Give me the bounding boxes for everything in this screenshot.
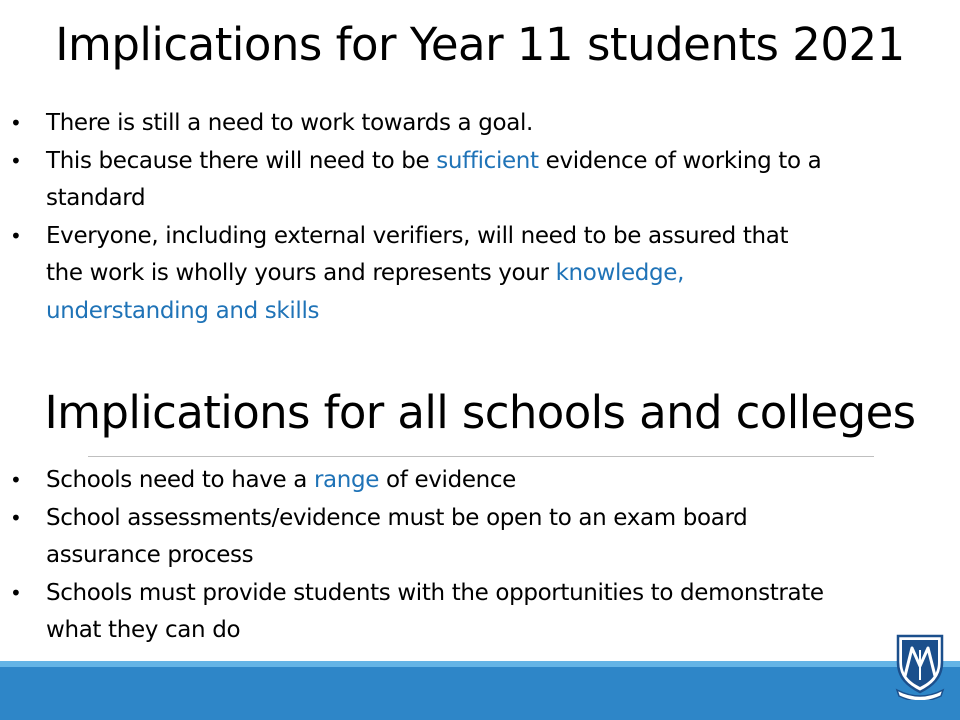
highlight-text: sufficient <box>436 147 539 174</box>
bullet-item <box>0 105 946 143</box>
footer-stripe <box>0 661 960 667</box>
bullet-text: This because there will need to be <box>46 147 437 174</box>
footer-band <box>0 661 960 720</box>
bullet-list-schools <box>0 462 946 650</box>
bullet-glyph: • <box>10 223 22 248</box>
bullet-text: assurance process <box>46 542 254 568</box>
bullet-text: standard <box>46 185 146 211</box>
bullet-text: Schools must provide students with the opportunities to demonstrate <box>46 579 824 606</box>
bullet-glyph: • <box>10 468 22 492</box>
bullet-glyph: • <box>10 580 22 605</box>
bullet-text: There is still a need to work towards a goal. <box>46 110 533 136</box>
slide-title-schools-colleges: Implications for all schools and colleges <box>44 386 916 439</box>
bullet-text: of evidence <box>379 467 516 493</box>
bullet-item <box>0 575 946 650</box>
bullet-item <box>0 500 946 575</box>
school-crest-logo <box>894 632 946 700</box>
bullet-text: Everyone, including external verifiers, will need to be assured that <box>46 222 789 249</box>
slide-title-year-11: Implications for Year 11 students 2021 <box>55 18 905 71</box>
bullet-item <box>0 462 946 500</box>
highlight-text: range <box>313 467 380 493</box>
bullet-text: Schools need to have a <box>46 467 314 493</box>
bullet-list-year-11 <box>0 105 946 330</box>
highlight-text: understanding and skills <box>46 297 320 324</box>
bullet-text: School assessments/evidence must be open to an exam board <box>46 504 748 531</box>
bullet-text: evidence of working to a <box>538 147 822 174</box>
highlight-text: knowledge, <box>555 260 685 286</box>
divider-line <box>88 456 874 457</box>
bullet-item <box>0 143 946 218</box>
bullet-glyph: • <box>10 111 22 135</box>
bullet-glyph: • <box>10 148 22 173</box>
bullet-text: what they can do <box>46 617 241 643</box>
bullet-item <box>0 218 946 331</box>
bullet-glyph: • <box>10 505 22 530</box>
bullet-text: the work is wholly yours and represents your <box>46 260 556 286</box>
